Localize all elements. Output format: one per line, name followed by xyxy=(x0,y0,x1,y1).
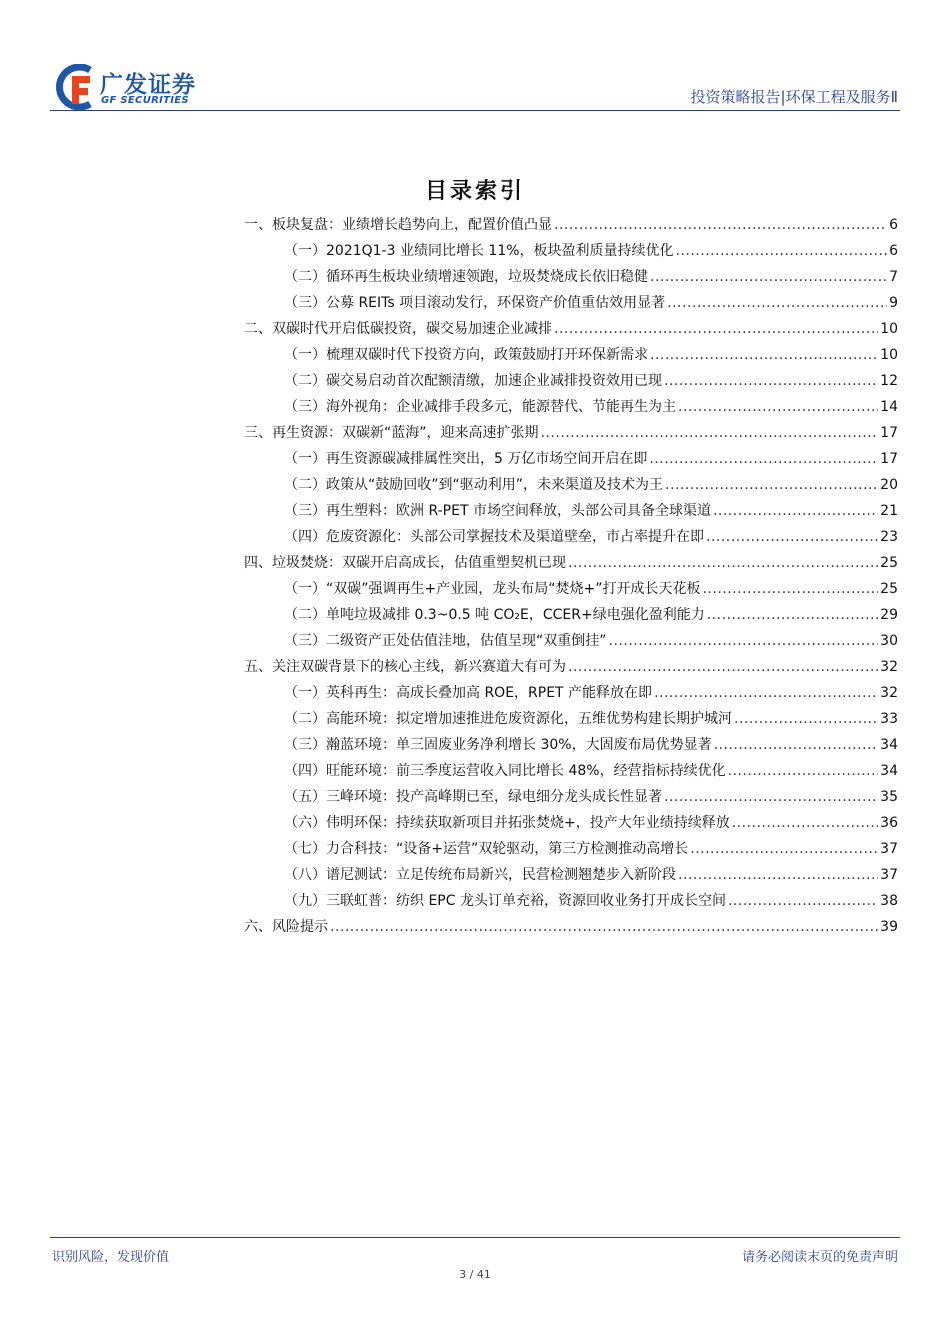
toc-entry[interactable] xyxy=(244,266,898,292)
toc-entry-title: 五、关注双碳背景下的核心主线，新兴赛道大有可为 xyxy=(244,659,566,675)
toc-entry-title: （三）二级资产正处估值洼地，估值呈现“双重倒挂” xyxy=(284,633,607,649)
table-of-contents xyxy=(244,214,898,942)
toc-entry-page: 32 xyxy=(880,659,898,675)
toc-entry-title: （八）谱尼测试：立足传统布局新兴，民营检测翘楚步入新阶段 xyxy=(284,867,676,883)
toc-entry[interactable] xyxy=(244,838,898,864)
toc-entry[interactable] xyxy=(244,396,898,422)
toc-entry[interactable] xyxy=(244,630,898,656)
toc-entry-page: 25 xyxy=(880,555,898,571)
gf-logo-icon xyxy=(50,64,96,110)
company-logo xyxy=(50,64,210,110)
toc-leader-dots xyxy=(568,659,878,675)
toc-leader-dots xyxy=(678,399,878,415)
toc-entry-page: 25 xyxy=(880,581,898,597)
toc-entry-title: （七）力合科技：“设备+运营”双轮驱动，第三方检测推动高增长 xyxy=(284,841,689,857)
toc-leader-dots xyxy=(702,581,878,597)
toc-entry-page: 30 xyxy=(880,633,898,649)
toc-leader-dots xyxy=(650,347,878,363)
toc-entry-title: （三）瀚蓝环境：单三固废业务净利增长 30%，大固废布局优势显著 xyxy=(284,737,712,753)
toc-leader-dots xyxy=(609,633,879,649)
toc-entry-title: （四）危废资源化：头部公司掌握技术及渠道壁垒，市占率提升在即 xyxy=(284,529,704,545)
toc-entry[interactable] xyxy=(244,656,898,682)
toc-entry-title: 三、再生资源：双碳新“蓝海”，迎来高速扩张期 xyxy=(244,425,539,441)
toc-leader-dots xyxy=(676,243,888,259)
header-divider xyxy=(50,110,900,111)
toc-entry[interactable] xyxy=(244,682,898,708)
footer-slogan: 识别风险，发现价值 xyxy=(52,1250,170,1265)
toc-entry[interactable] xyxy=(244,474,898,500)
toc-entry[interactable] xyxy=(244,708,898,734)
footer-disclaimer: 请务必阅读末页的免责声明 xyxy=(741,1250,898,1265)
toc-entry-page: 17 xyxy=(880,451,898,467)
toc-entry-page: 7 xyxy=(889,269,898,285)
toc-leader-dots xyxy=(654,685,878,701)
toc-leader-dots xyxy=(707,607,878,623)
toc-leader-dots xyxy=(713,503,878,519)
toc-entry-title: （二）政策从“鼓励回收”到“驱动利用”，未来渠道及技术为王 xyxy=(284,477,664,493)
toc-entry-title: 一、板块复盘：业绩增长趋势向上，配置价值凸显 xyxy=(244,217,552,233)
toc-leader-dots xyxy=(667,295,887,311)
toc-entry-page: 14 xyxy=(880,399,898,415)
toc-entry[interactable] xyxy=(244,916,898,942)
toc-entry-title: （三）海外视角：企业减排手段多元，能源替代、节能再生为主 xyxy=(284,399,676,415)
toc-entry-title: （六）伟明环保：持续获取新项目并拓张焚烧+，投产大年业绩持续释放 xyxy=(284,815,730,831)
toc-entry-title: （三）再生塑料：欧洲 R-PET 市场空间释放，头部公司具备全球渠道 xyxy=(284,503,711,519)
toc-leader-dots xyxy=(650,269,887,285)
toc-leader-dots xyxy=(665,477,878,493)
toc-entry-title: （九）三联虹普：纺织 EPC 龙头订单充裕，资源回收业务打开成长空间 xyxy=(284,893,726,909)
toc-entry[interactable] xyxy=(244,760,898,786)
toc-entry[interactable] xyxy=(244,370,898,396)
toc-entry[interactable] xyxy=(244,552,898,578)
toc-entry-title: （二）高能环境：拟定增加速推进危废资源化，五维优势构建长期护城河 xyxy=(284,711,732,727)
toc-leader-dots xyxy=(706,529,878,545)
toc-leader-dots xyxy=(554,321,878,337)
toc-entry-page: 36 xyxy=(880,815,898,831)
toc-leader-dots xyxy=(330,919,878,935)
toc-entry[interactable] xyxy=(244,578,898,604)
toc-entry[interactable] xyxy=(244,240,898,266)
toc-entry[interactable] xyxy=(244,604,898,630)
toc-entry-page: 29 xyxy=(880,607,898,623)
logo-chinese-name: 广发证券 xyxy=(100,72,196,98)
toc-leader-dots xyxy=(678,867,878,883)
toc-leader-dots xyxy=(664,789,878,805)
toc-entry-page: 10 xyxy=(880,347,898,363)
report-type: 投资策略报告|环保工程及服务Ⅱ xyxy=(690,88,898,106)
toc-entry[interactable] xyxy=(244,318,898,344)
toc-entry[interactable] xyxy=(244,292,898,318)
toc-leader-dots xyxy=(728,763,879,779)
toc-entry-title: （二）循环再生板块业绩增速领跑，垃圾焚烧成长依旧稳健 xyxy=(284,269,648,285)
toc-entry[interactable] xyxy=(244,344,898,370)
toc-entry-title: （二）单吨垃圾减排 0.3~0.5 吨 CO₂E，CCER+绿电强化盈利能力 xyxy=(284,607,705,623)
toc-entry-page: 6 xyxy=(889,243,898,259)
toc-leader-dots xyxy=(734,711,878,727)
toc-entry-page: 34 xyxy=(880,737,898,753)
toc-entry-title: （一）“双碳”强调再生+产业园，龙头布局“焚烧+”打开成长天花板 xyxy=(284,581,701,597)
toc-entry-title: （五）三峰环境：投产高峰期已至，绿电细分龙头成长性显著 xyxy=(284,789,662,805)
toc-leader-dots xyxy=(541,425,879,441)
toc-leader-dots xyxy=(690,841,878,857)
toc-entry[interactable] xyxy=(244,526,898,552)
toc-entry-page: 12 xyxy=(880,373,898,389)
toc-entry-title: （三）公募 REITs 项目滚动发行，环保资产价值重估效用显著 xyxy=(284,295,666,311)
toc-entry-title: （四）旺能环境：前三季度运营收入同比增长 48%，经营指标持续优化 xyxy=(284,763,726,779)
toc-leader-dots xyxy=(554,217,887,233)
toc-entry-page: 38 xyxy=(880,893,898,909)
toc-entry-title: （一）再生资源碳减排属性突出，5 万亿市场空间开启在即 xyxy=(284,451,648,467)
toc-entry-page: 20 xyxy=(880,477,898,493)
toc-entry[interactable] xyxy=(244,786,898,812)
toc-leader-dots xyxy=(649,451,878,467)
toc-leader-dots xyxy=(664,373,878,389)
toc-entry-page: 37 xyxy=(880,841,898,857)
toc-entry-title: （一）梳理双碳时代下投资方向，政策鼓励打开环保新需求 xyxy=(284,347,648,363)
toc-entry-page: 17 xyxy=(880,425,898,441)
toc-entry[interactable] xyxy=(244,214,898,240)
toc-entry-page: 10 xyxy=(880,321,898,337)
logo-english-name: GF SECURITIES xyxy=(101,95,189,106)
toc-entry-title: （二）碳交易启动首次配额清缴，加速企业减排投资效用已现 xyxy=(284,373,662,389)
toc-entry-page: 33 xyxy=(880,711,898,727)
toc-entry[interactable] xyxy=(244,890,898,916)
toc-entry-page: 32 xyxy=(880,685,898,701)
toc-entry-page: 37 xyxy=(880,867,898,883)
toc-entry-title: 四、垃圾焚烧：双碳开启高成长，估值重塑契机已现 xyxy=(244,555,566,571)
toc-entry-title: 二、双碳时代开启低碳投资，碳交易加速企业减排 xyxy=(244,321,552,337)
toc-entry[interactable] xyxy=(244,864,898,890)
toc-leader-dots xyxy=(732,815,878,831)
toc-entry-page: 34 xyxy=(880,763,898,779)
page-title: 目录索引 xyxy=(424,178,525,204)
toc-entry-page: 23 xyxy=(880,529,898,545)
footer-divider xyxy=(50,1237,900,1238)
toc-entry[interactable] xyxy=(244,448,898,474)
toc-entry[interactable] xyxy=(244,422,898,448)
toc-entry[interactable] xyxy=(244,734,898,760)
toc-entry-title: （一）英科再生：高成长叠加高 ROE，RPET 产能释放在即 xyxy=(284,685,653,701)
toc-entry-page: 21 xyxy=(880,503,898,519)
page-number: 3 / 41 xyxy=(459,1268,491,1281)
toc-leader-dots xyxy=(714,737,879,753)
toc-entry-page: 6 xyxy=(889,217,898,233)
toc-entry-title: （一）2021Q1-3 业绩同比增长 11%，板块盈利质量持续优化 xyxy=(284,243,674,259)
toc-leader-dots xyxy=(568,555,878,571)
toc-entry-page: 39 xyxy=(880,919,898,935)
toc-leader-dots xyxy=(728,893,878,909)
toc-entry[interactable] xyxy=(244,812,898,838)
toc-entry-title: 六、风险提示 xyxy=(244,919,328,935)
toc-entry-page: 35 xyxy=(880,789,898,805)
toc-entry[interactable] xyxy=(244,500,898,526)
toc-entry-page: 9 xyxy=(889,295,898,311)
